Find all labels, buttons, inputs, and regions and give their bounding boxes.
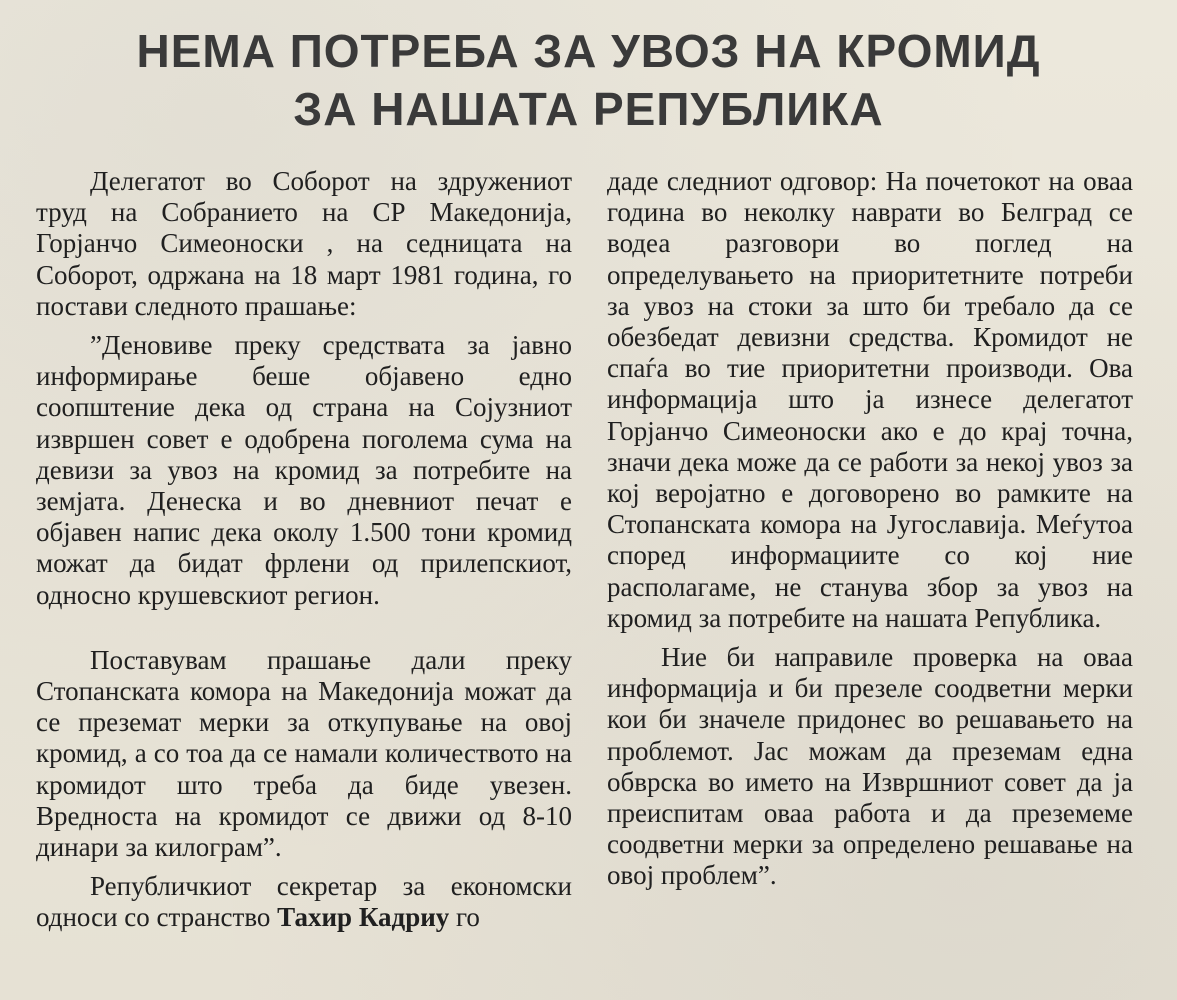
article-paragraph: Поставувам прашање дали преку Стопанската комора на Македонија можат да се преземат мерки за откупување на овој кромид, а со тоа да се намали количеството на кромидот што треба да биде увезен. Вредноста на кромидот се движи од 8-10 динари за килограм”. <box>36 644 572 863</box>
article-paragraph <box>36 871 572 933</box>
article-paragraph: ”Деновиве преку средствата за јавно информирање беше објавено едно соопштение дека од страна на Сојузниот извршен совет е одобрена поголема сума на девизи за увоз на кромид за потребите на земјата. Денеска и во дневниот печат е објавен напис дека околу 1.500 тони кромид можат да бидат фрлени од прилепскиот, односно крушевскиот регион. <box>36 330 572 610</box>
article-paragraph: Делегатот во Соборот на здружениот труд на Собранието на СР Македонија, Горјанчо Симеоноски , на седницата на Соборот, одржана на 18 март 1981 година, го постави следното прашање: <box>36 166 572 321</box>
paragraph-text: го <box>456 902 480 933</box>
paragraph-text: Републичкиот секретар за економски односи со странство <box>36 871 572 933</box>
article-paragraph: даде следниот одговор: На почетокот на оваа година во неколку наврати во Белград се водеа разговори во поглед на определувањето на приоритетните потреби за увоз на стоки за што би требало да се обезбедат девизни средства. Кромидот не спаѓа во тие приоритетни производи. Ова информација што ја изнесе делегатот Горјанчо Симеоноски ако е до крај точна, значи дека може да се работи за некој увоз за кој веројатно е договорено во рамките на Стопанската комора на Југославија. Меѓутоа според информациите со кој ние располагаме, не станува збор за увоз на кромид за потребите на нашата Република. <box>607 166 1133 633</box>
article-paragraph: Ние би направиле проверка на оваа информација и би презеле соодветни мерки кои би значеле придонес во решавањето на проблемот. Јас можам да преземам една обврска во името на Извршниот совет да ја преиспитам оваа работа и да преземеме соодветни мерки за определено решавање на овој проблем”. <box>607 642 1133 891</box>
headline-line-2: ЗА НАШАТА РЕПУБЛИКА <box>293 83 884 135</box>
right-column <box>607 166 1133 892</box>
person-name: Тахир Кадриу <box>277 902 450 933</box>
left-column <box>36 166 572 934</box>
headline-line-1: НЕМА ПОТРЕБА ЗА УВОЗ НА КРОМИД <box>136 25 1041 77</box>
article-headline <box>60 22 1117 138</box>
